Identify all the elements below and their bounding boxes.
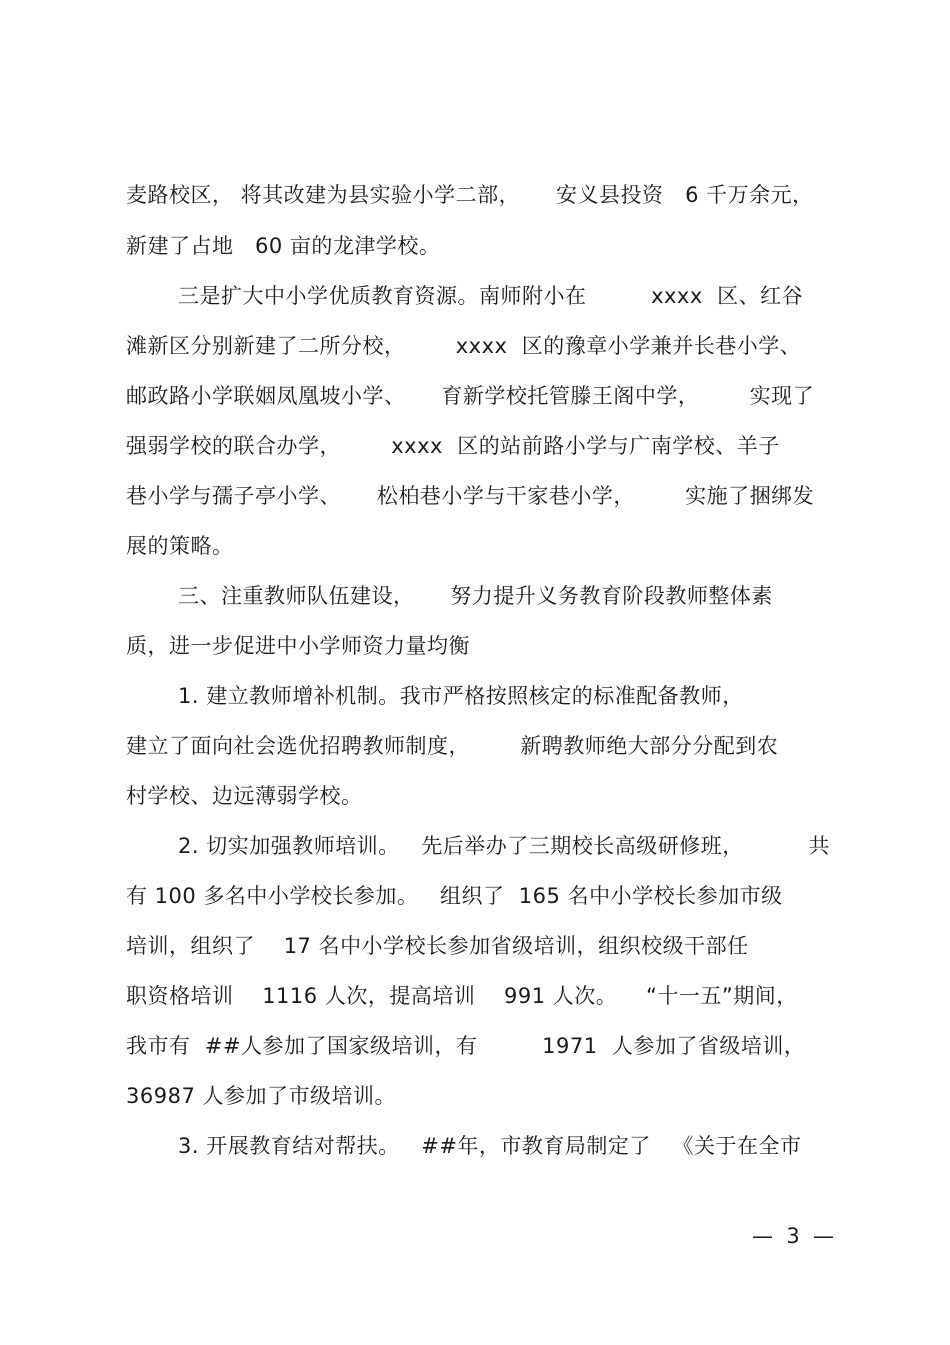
text-line: 3. 开展教育结对帮扶。 ##年，市教育局制定了 《关于在全市 [178, 1134, 802, 1158]
text-line: 三是扩大中小学优质教育资源。南师附小在 xxxx 区、红谷 [178, 284, 804, 308]
text-line: 有 100 多名中小学校长参加。 组织了 165 名中小学校长参加市级 [126, 884, 783, 908]
text-line: 1. 建立教师增补机制。我市严格按照核定的标准配备教师， [178, 684, 744, 708]
section-heading: 质，进一步促进中小学师资力量均衡 [126, 634, 470, 658]
text-line: 村学校、边远薄弱学校。 [126, 784, 363, 808]
section-heading: 三、注重教师队伍建设， 努力提升义务教育阶段教师整体素 [178, 584, 773, 608]
text-line: 滩新区分别新建了二所分校， xxxx 区的豫章小学兼并长巷小学、 [126, 334, 802, 358]
text-line: 2. 切实加强教师培训。 先后举办了三期校长高级研修班， 共 [178, 834, 830, 858]
text-line: 麦路校区， 将其改建为县实验小学二部， 安义县投资 6 千万余元， [126, 183, 814, 207]
text-line: 新建了占地 60 亩的龙津学校。 [126, 234, 441, 258]
text-line: 强弱学校的联合办学， xxxx 区的站前路小学与广南学校、羊子 [126, 434, 780, 458]
text-line: 36987 人参加了市级培训。 [126, 1084, 396, 1108]
text-line: 培训，组织了 17 名中小学校长参加省级培训，组织校级干部任 [126, 934, 749, 958]
text-line: 建立了面向社会选优招聘教师制度， 新聘教师绝大部分分配到农 [126, 734, 779, 758]
text-line: 邮政路小学联姻凤凰坡小学、 育新学校托管滕王阁中学， 实现了 [126, 384, 815, 408]
text-line: 展的策略。 [126, 534, 234, 558]
text-line: 职资格培训 1116 人次，提高培训 991 人次。 “十一五”期间， [126, 984, 798, 1008]
text-line: 巷小学与孺子亭小学、 松柏巷小学与干家巷小学， 实施了捆绑发 [126, 484, 815, 508]
page-number: — 3 — [752, 1224, 835, 1248]
text-line: 我市有 ##人参加了国家级培训，有 1971 人参加了省级培训， [126, 1034, 806, 1058]
